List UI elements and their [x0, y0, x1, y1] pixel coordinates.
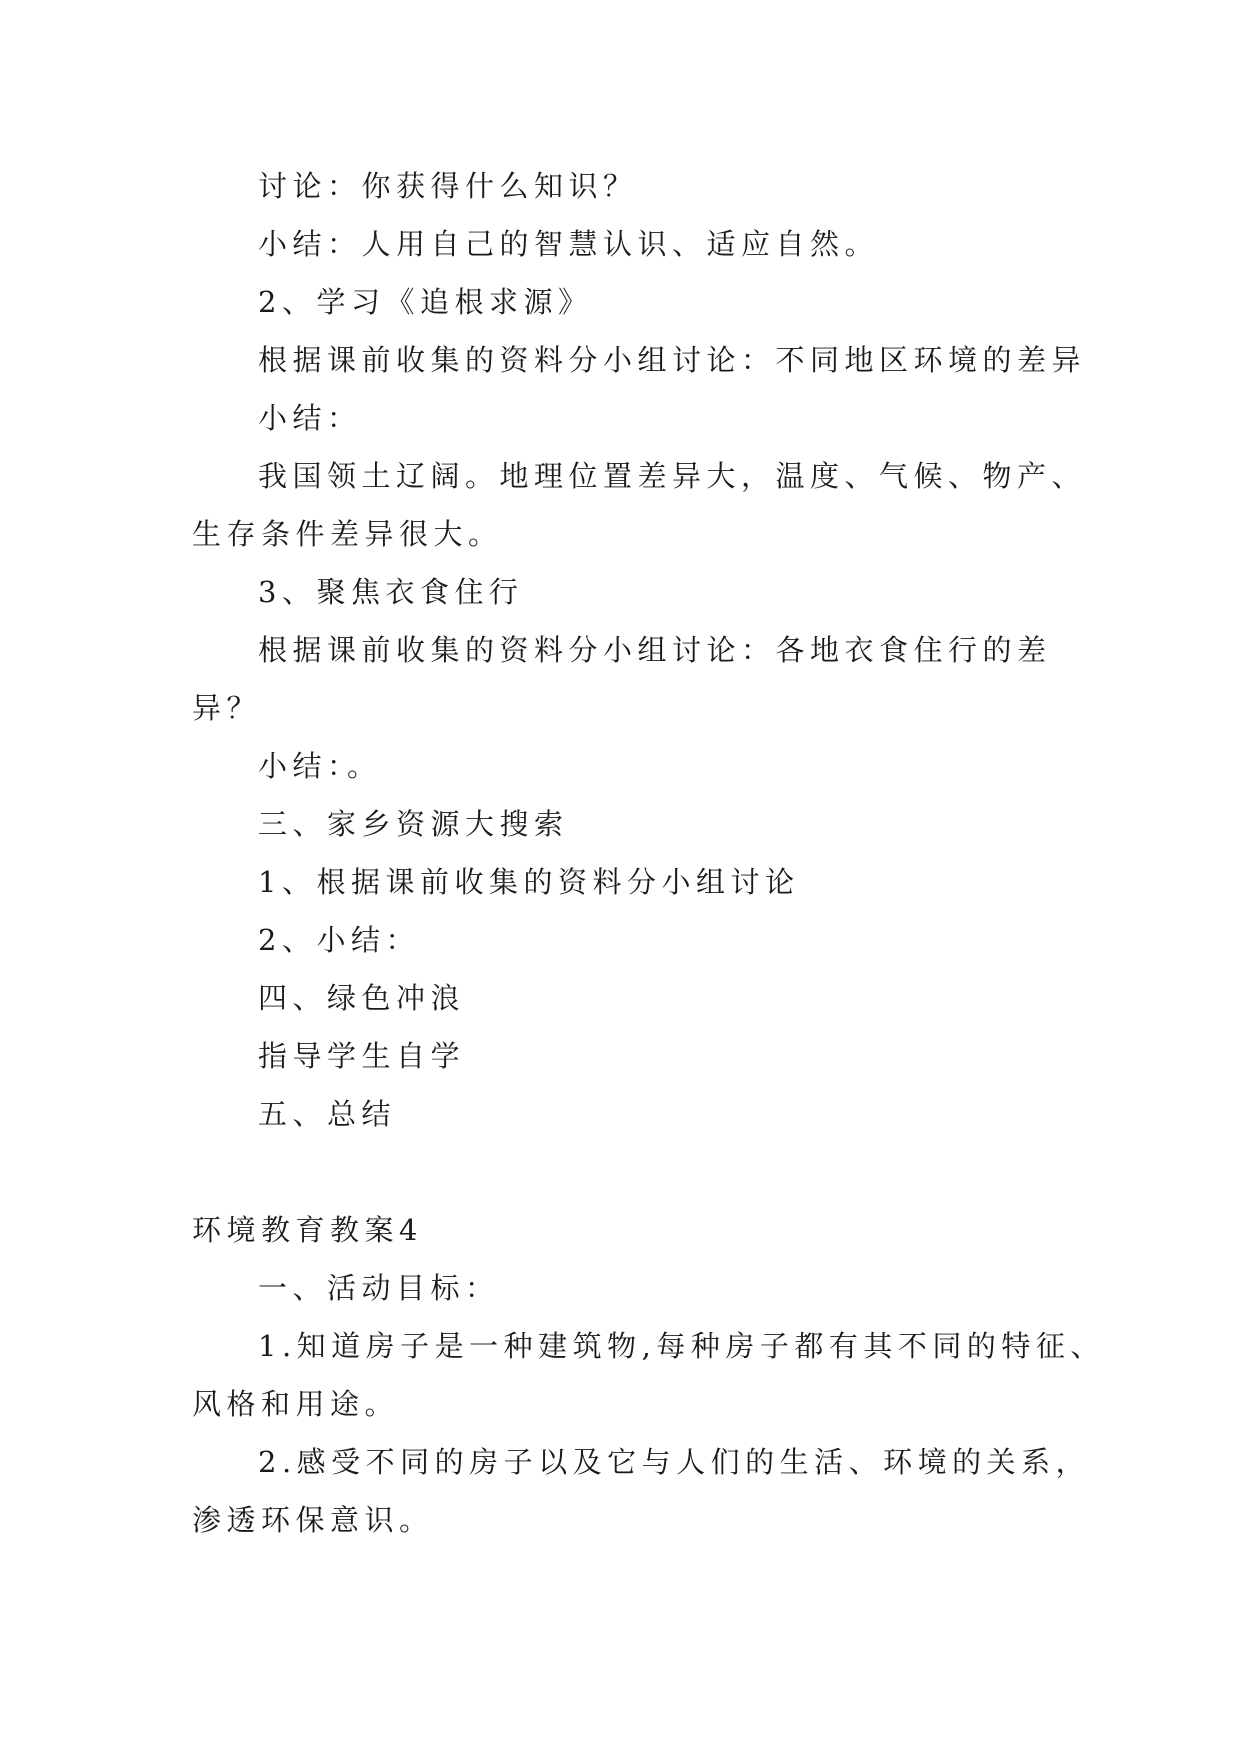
- paragraph-line: 四、绿色冲浪: [258, 981, 466, 1015]
- paragraph-line: 小结：: [258, 401, 362, 435]
- paragraph-line: 我国领土辽阔。地理位置差异大，温度、气候、物产、: [258, 459, 1087, 493]
- paragraph-line: 渗透环保意识。: [192, 1503, 434, 1537]
- paragraph-line: 根据课前收集的资料分小组讨论：不同地区环境的差异: [258, 343, 1087, 377]
- paragraph-line: 根据课前收集的资料分小组讨论：各地衣食住行的差: [258, 633, 1052, 667]
- section-heading: 环境教育教案4: [192, 1213, 423, 1247]
- paragraph-line: 讨论：你获得什么知识？: [258, 169, 638, 203]
- paragraph-line: 3、聚焦衣食住行: [258, 575, 524, 609]
- paragraph-line: 2、小结：: [258, 923, 420, 957]
- paragraph-line: 三、家乡资源大搜索: [258, 807, 569, 841]
- paragraph-line: 指导学生自学: [258, 1039, 466, 1073]
- paragraph-line: 2.感受不同的房子以及它与人们的生活、环境的关系，: [258, 1445, 1091, 1479]
- paragraph-line: 五、总结: [258, 1097, 397, 1131]
- paragraph-line: 生存条件差异很大。: [192, 517, 503, 551]
- paragraph-line: 小结：人用自己的智慧认识、适应自然。: [258, 227, 880, 261]
- paragraph-line: 异？: [192, 691, 262, 725]
- paragraph-line: 1.知道房子是一种建筑物,每种房子都有其不同的特征、: [258, 1329, 1105, 1363]
- paragraph-line: 风格和用途。: [192, 1387, 400, 1421]
- paragraph-line: 2、学习《追根求源》: [258, 285, 593, 319]
- paragraph-line: 1、根据课前收集的资料分小组讨论: [258, 865, 800, 899]
- paragraph-line: 一、活动目标：: [258, 1271, 500, 1305]
- paragraph-line: 小结：。: [258, 749, 382, 783]
